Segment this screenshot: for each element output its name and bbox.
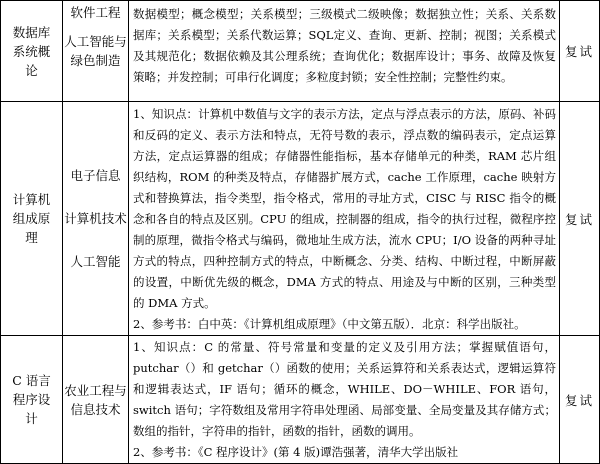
table-row xyxy=(1,336,600,464)
content-cell xyxy=(129,336,560,464)
reference-text: 2、参考书：白中英：《计算机组成原理》（中文第五版）．北京：科学出版社。 xyxy=(133,317,526,331)
major-item: 电子信息 xyxy=(70,168,121,183)
exam-type-cell: 复试 xyxy=(560,336,600,464)
content-text: 1、知识点：计算机中数值与文字的表示方法，定点与浮点表示的方法，原码、补码和反码的定义、表示方法和特点，无符号数的表示，浮点数的编码表示，定点运算方法，定点运算器的组成；存储器性能指标，基本存储单元的种类，RAM 芯片组织结构，ROM 的种类及特点，存储器扩展方式，cache 工作原理，cache 映射方式和替换算法，指令类型，指令格式，常用的寻址方式，CISC 与 RISC 指令的概念和各自的特点及区别。CPU 的组成，控制器的组成，指令的执行过程，微程序控制的原理，微指令格式与编码，微地址生成方法，流水 CPU；I/O 设备的两种寻址方式的特点，四种控制方式的特点，中断概念、分类、结构、中断过程，中断屏蔽的设置，中断优先级的概念，DMA 方式的特点、用途及与中断的区别，三种类型的 DMA 方式。 xyxy=(133,107,556,310)
course-name-cell xyxy=(1,1,63,102)
exam-type-cell: 复试 xyxy=(560,102,600,336)
major-cell xyxy=(63,102,129,336)
course-name-line: 组成原 xyxy=(12,211,51,226)
major-item: 软件工程 xyxy=(70,5,121,20)
major-item: 人工智能与绿色制造 xyxy=(64,34,127,68)
course-name-line: 数据库 xyxy=(12,24,51,40)
course-name-cell xyxy=(1,102,63,336)
course-name-line: C 语言 xyxy=(12,373,51,388)
major-item: 人工智能 xyxy=(70,254,121,269)
content-text: 数据模型；概念模型；关系模型；三级模式二级映像；数据独立性；关系、关系数据库；关系模型；关系代数运算；SQL定义、查询、更新、控制；视图；关系模式及其规范化；数据依赖及其公理系统；查询优化；数据库设计；事务、故障及恢复策略；并发控制；可串行化调度；多粒度封锁；安全性控制；完整性约束。 xyxy=(133,7,556,84)
major-item: 计算机技术 xyxy=(64,211,127,226)
course-name-line: 计算机 xyxy=(12,192,51,207)
course-name-line: 计 xyxy=(25,411,38,426)
content-cell xyxy=(129,1,560,102)
table-row xyxy=(1,102,600,336)
reference-text: 2、参考书：《C 程序设计》(第 4 版)谭浩强著，清华大学出版社 xyxy=(133,445,459,459)
content-text: 1、知识点：C 的常量、符号常量和变量的定义及引用方法；掌握赋值语句，putchar（）和 getchar（）函数的使用；关系运算符和关系表达式，逻辑运算符和逻辑表达式，IF 语句；循环的概念，WHILE、DO－WHILE、FOR 语句，switch 语句；字符数组及常用字符串处理函、局部变量、全局变量及其存储方式；数组的指针，字符串的指针，函数的指针，函数的调用。 xyxy=(133,340,556,438)
table-row xyxy=(1,1,600,102)
major-cell xyxy=(63,336,129,464)
major-item: 农业工程与信息技术 xyxy=(64,382,127,417)
exam-type-cell: 复试 xyxy=(560,1,600,102)
course-name-line: 程序设 xyxy=(12,392,51,407)
content-cell xyxy=(129,102,560,336)
course-name-line: 理 xyxy=(25,230,38,245)
course-name-line: 论 xyxy=(25,62,38,78)
course-name-line: 系统概 xyxy=(12,43,51,59)
major-cell xyxy=(63,1,129,102)
course-name-cell xyxy=(1,336,63,464)
